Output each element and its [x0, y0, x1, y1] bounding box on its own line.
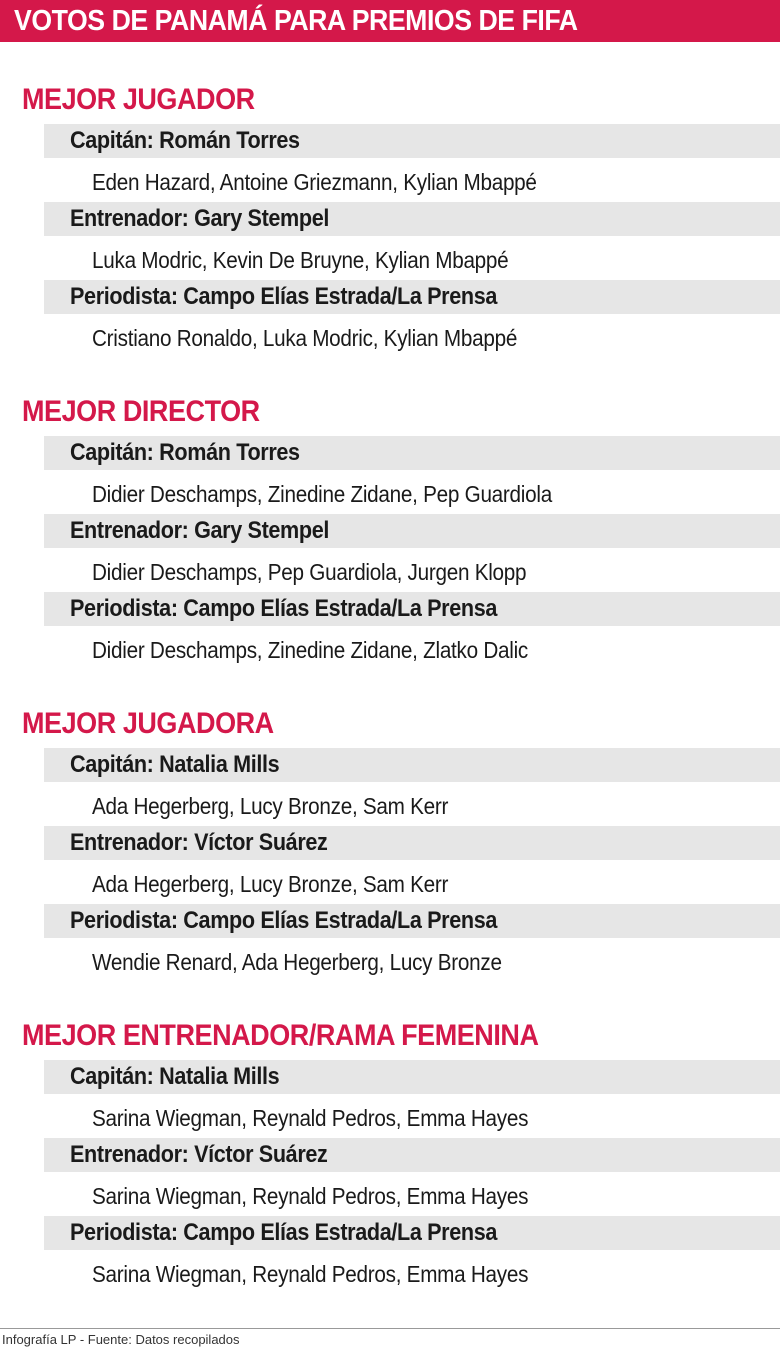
- award-section: [0, 46, 780, 358]
- voter-entry: [0, 1216, 780, 1294]
- voter-entry: [0, 904, 780, 982]
- voter-entry: [0, 1138, 780, 1216]
- voter-label-bar: [44, 202, 780, 236]
- voter-label-bar: [44, 1216, 780, 1250]
- voter-picks: Wendie Renard, Ada Hegerberg, Lucy Bronze: [92, 949, 502, 975]
- voter-label: Periodista: Campo Elías Estrada/La Prensa: [70, 1219, 498, 1246]
- section-title: MEJOR ENTRENADOR/RAMA FEMENINA: [22, 1019, 539, 1052]
- voter-label-bar: [44, 514, 780, 548]
- voter-label-bar: [44, 1138, 780, 1172]
- voter-label-bar: [44, 280, 780, 314]
- voter-picks: Ada Hegerberg, Lucy Bronze, Sam Kerr: [92, 793, 449, 819]
- voter-label: Periodista: Campo Elías Estrada/La Prensa: [70, 283, 498, 310]
- voter-label: Capitán: Román Torres: [70, 439, 300, 466]
- award-section: [0, 670, 780, 982]
- section-title: MEJOR JUGADORA: [22, 707, 274, 740]
- voter-entry: [0, 202, 780, 280]
- voter-label: Periodista: Campo Elías Estrada/La Prensa: [70, 595, 498, 622]
- award-section: [0, 982, 780, 1294]
- voter-label: Entrenador: Gary Stempel: [70, 205, 330, 232]
- voter-picks: Sarina Wiegman, Reynald Pedros, Emma Hayes: [92, 1183, 529, 1209]
- voter-picks: Didier Deschamps, Pep Guardiola, Jurgen Klopp: [92, 559, 527, 585]
- footer-divider: [0, 1328, 780, 1329]
- voter-label: Capitán: Román Torres: [70, 127, 300, 154]
- voter-picks: Didier Deschamps, Zinedine Zidane, Zlatko Dalic: [92, 637, 529, 663]
- voter-label: Entrenador: Gary Stempel: [70, 517, 330, 544]
- voter-picks: Cristiano Ronaldo, Luka Modric, Kylian Mbappé: [92, 325, 518, 351]
- voter-label-bar: [44, 904, 780, 938]
- voter-picks: Luka Modric, Kevin De Bruyne, Kylian Mbappé: [92, 247, 509, 273]
- header-banner: [0, 0, 780, 42]
- voter-label-bar: [44, 124, 780, 158]
- voter-entry: [0, 514, 780, 592]
- voter-label: Entrenador: Víctor Suárez: [70, 1141, 328, 1168]
- voter-label: Capitán: Natalia Mills: [70, 1063, 280, 1090]
- voter-picks: Sarina Wiegman, Reynald Pedros, Emma Hayes: [92, 1105, 529, 1131]
- voter-list: [0, 436, 780, 670]
- voter-entry: [0, 748, 780, 826]
- voter-entry: [0, 592, 780, 670]
- voter-label-bar: [44, 436, 780, 470]
- voter-picks: Didier Deschamps, Zinedine Zidane, Pep Guardiola: [92, 481, 552, 507]
- award-section: [0, 358, 780, 670]
- voter-list: [0, 124, 780, 358]
- voter-label-bar: [44, 1060, 780, 1094]
- voter-list: [0, 748, 780, 982]
- voter-label-bar: [44, 826, 780, 860]
- voter-picks: Ada Hegerberg, Lucy Bronze, Sam Kerr: [92, 871, 449, 897]
- voter-label: Periodista: Campo Elías Estrada/La Prensa: [70, 907, 498, 934]
- section-title: MEJOR DIRECTOR: [22, 395, 260, 428]
- voter-entry: [0, 1060, 780, 1138]
- voter-entry: [0, 280, 780, 358]
- voter-picks: Eden Hazard, Antoine Griezmann, Kylian Mbappé: [92, 169, 537, 195]
- voter-label: Entrenador: Víctor Suárez: [70, 829, 328, 856]
- voter-list: [0, 1060, 780, 1294]
- voter-label-bar: [44, 748, 780, 782]
- voter-label-bar: [44, 592, 780, 626]
- voter-entry: [0, 124, 780, 202]
- page-title: VOTOS DE PANAMÁ PARA PREMIOS DE FIFA: [14, 5, 578, 37]
- award-sections: [0, 46, 780, 1294]
- voter-entry: [0, 826, 780, 904]
- voter-label: Capitán: Natalia Mills: [70, 751, 280, 778]
- section-title: MEJOR JUGADOR: [22, 83, 255, 116]
- voter-entry: [0, 436, 780, 514]
- voter-picks: Sarina Wiegman, Reynald Pedros, Emma Hayes: [92, 1261, 529, 1287]
- footer-credit: Infografía LP - Fuente: Datos recopilados: [2, 1332, 240, 1347]
